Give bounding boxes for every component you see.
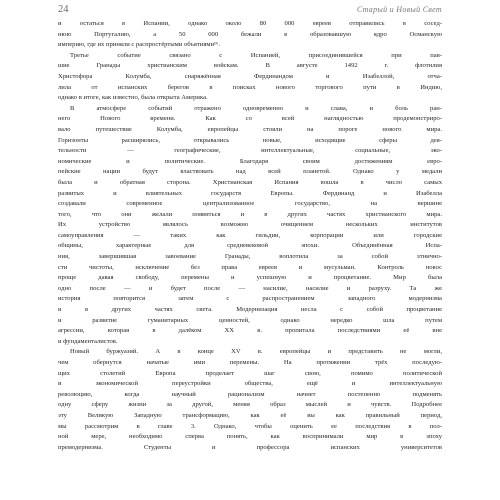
text-line: и экономической переустройки общества, ещё и интеллектуальную [58, 380, 442, 388]
text-line: нюю Португалию, а 50 000 бежали в образовавшую ядро Османскую [58, 30, 442, 38]
text-line: и развитие гуманитарных ценностей, однако нередко шла путем [58, 316, 442, 324]
text-line: была и обратная сторона. Христианская Испания вошла в число самых [58, 178, 442, 186]
text-line: одну сферу жизни за другой, меняя образ мыслей и чувств. Подробнее [58, 401, 442, 409]
text-line: Третье событие связано с Испанией, присоединившейся при пав- [70, 51, 442, 59]
text-line: номические и политические. Благодаря своим достижениям евро- [58, 157, 442, 165]
text-line: мы рассмотрим в главе 3. Однако, чтобы оценить ее последствия в пол- [58, 422, 442, 430]
text-line: чем обернутся начатые ими перемены. На протяжении трёх последую- [58, 359, 442, 366]
text-line: В атмосфере событий отражено одновременно и слава, и боль ран- [70, 104, 442, 112]
text-line: Новый буржуазий. А в конце XV в. европейцы и представить не могли, [70, 348, 442, 356]
text-line: проще давая свободу, перемены и успешную и процветание. Мир была [58, 274, 442, 282]
text-line: премодернизма. Студенты и профессора испанских университетов [58, 443, 442, 451]
text-line: Христофора Колумба, снаряжённая Фердинандом и Изабеллой, отча- [58, 72, 442, 80]
text-line: лила от испанских берегов в поисках нового торгового пути в Индию, [58, 83, 442, 91]
page-number: 24 [58, 4, 69, 15]
text-line: эту Великую Западную трансформацию, как её вы как правильный период, [58, 411, 442, 419]
page-header [58, 4, 442, 18]
text-line: история повторится затем с распространением западного модернизма [58, 295, 442, 303]
running-title: Старый и Новый Свет [356, 5, 442, 14]
text-line: создавали современное централизованное государство, на вершине [58, 200, 442, 208]
text-line: и фундаменталистов. [58, 337, 118, 345]
text-line: шие Гранады христианским войскам. В августе 1492 г. флотилия [58, 62, 442, 70]
text-line: революцию, когда научный рационализм начнет постепенно подменять [58, 390, 442, 398]
text-line: щих столетий Европа проделает шаг свою, помимо политической [58, 369, 442, 377]
body-text [58, 19, 442, 453]
text-line: сти чистоты, исключение без права евреев и мусульман. Контроль новос [58, 263, 442, 271]
text-line: Их устройство являлось возможно очищением нескольких институтов [58, 221, 442, 229]
text-line: ной мере, необходимо сперва понять, как воспринимали мир в эпоху [58, 433, 442, 441]
text-line: ния, завершившая завоевание Гранады, воплотила за собой этнично- [58, 253, 442, 261]
text-line: общины, характерные для средневековой эпохи. Объединённая Испа- [58, 242, 442, 250]
text-line: Горизонты расширялись, открывались новые, исходящие сферы дея- [58, 136, 442, 144]
text-line: развитых и влиятельных государств Европы. Фердинанд и Изабелла [58, 189, 442, 197]
text-line: однако в итоге, как известно, была открыта Америка. [58, 94, 208, 102]
text-line: и в других частях света. Модернизация несла с собой процветание [58, 306, 442, 314]
text-line: империю, где их приняли с распростёртыми объятиями¹⁶. [58, 41, 220, 49]
text-line: пейские нации будут властвовать над всей планетой. Однако у медали [58, 168, 442, 176]
text-line: агрессии, которая в далёком XX в. пропитала последствиями её вне [58, 327, 442, 335]
text-line: тельности — географические, интеллектуальные, социальные, эко- [58, 147, 442, 155]
text-line: него Нового времени. Как со всей наглядностью продемонстриро- [58, 115, 442, 123]
text-line: вало путешествие Колумба, европейцы стояли на пороге нового мира. [58, 125, 442, 133]
text-line: того, что они желали появиться и в других частях христианского мира. [58, 210, 442, 218]
text-line: одно после — и будет после — насилие, насилие и разруху. Та же [58, 284, 442, 292]
text-line: самоуправления — таких как гильдии, корпорации или городские [58, 231, 442, 239]
text-line: и остаться в Испании, однако около 80 000 евреев отправились в сосед- [58, 20, 442, 27]
